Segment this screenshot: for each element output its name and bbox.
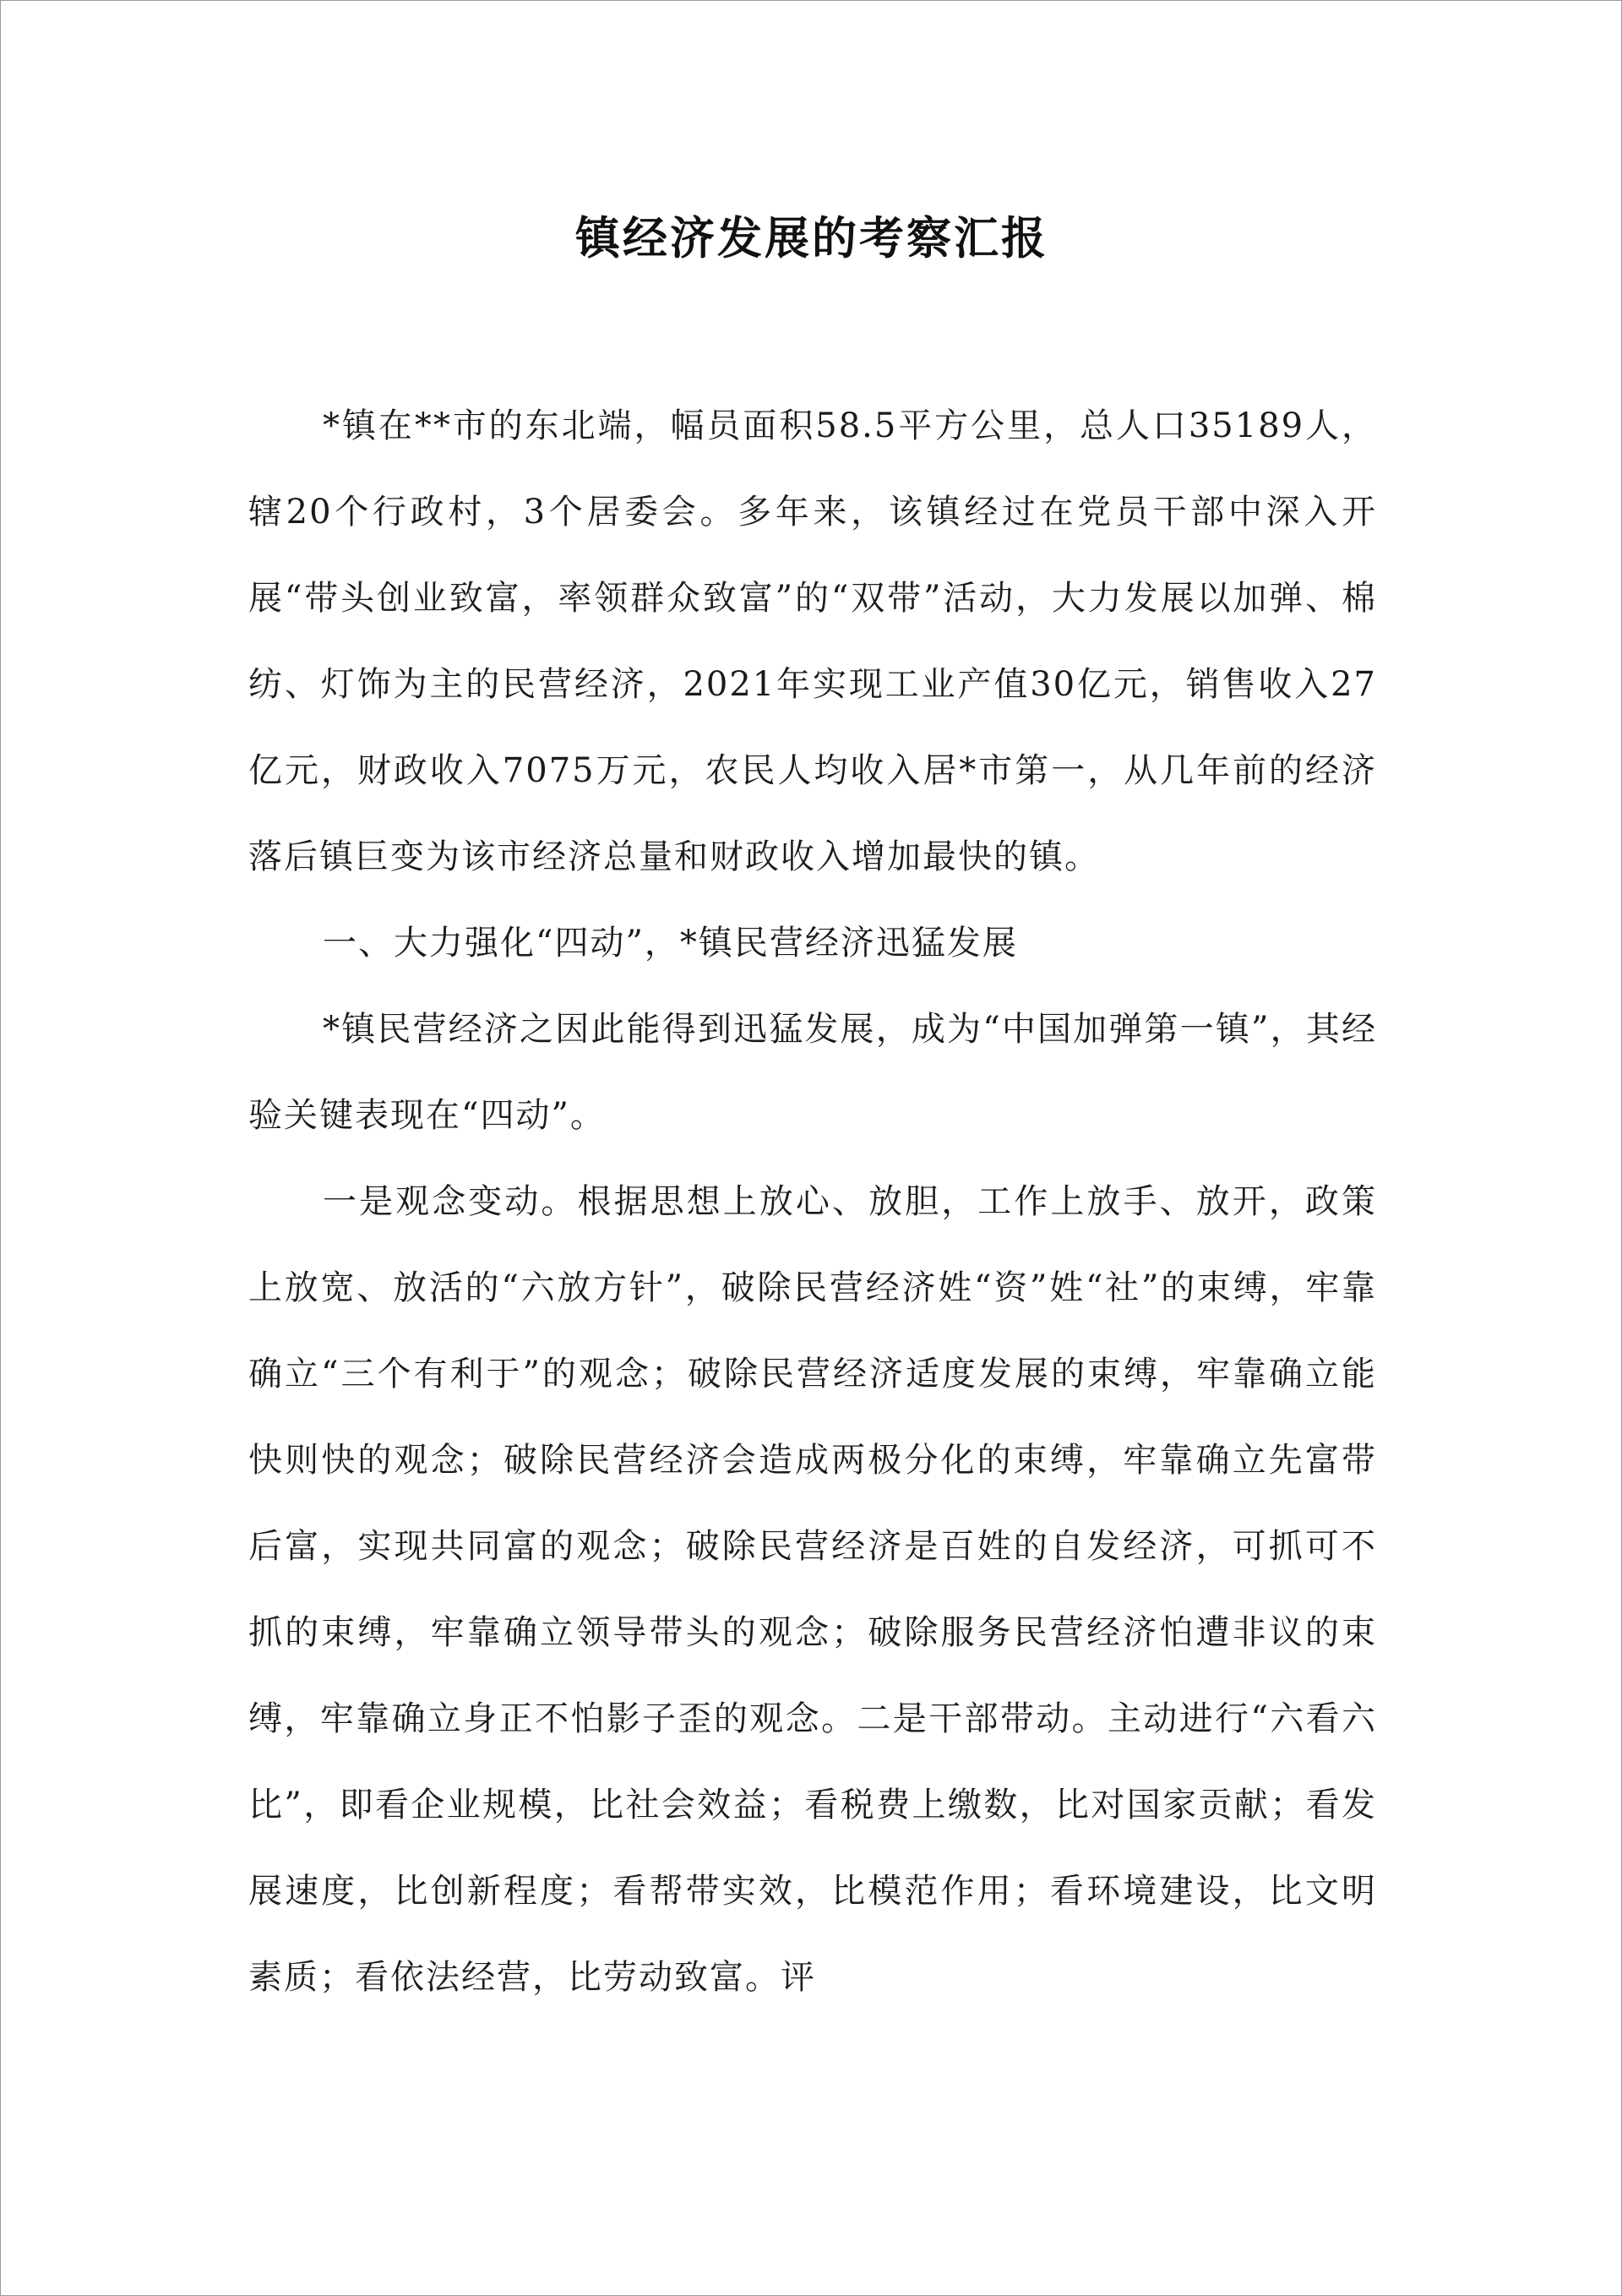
document-body [248,383,1377,2021]
paragraph-four-drivers-intro: *镇民营经济之因此能得到迅猛发展，成为“中国加弹第一镇”，其经验关键表现在“四动”。 [248,1010,1377,1135]
paragraph-concept-change: 一是观念变动。根据思想上放心、放胆，工作上放手、放开，政策上放宽、放活的“六放方针”，破除民营经济姓“资”姓“社”的束缚，牢靠确立“三个有利于”的观念；破除民营经济适度发展的束缚，牢靠确立能快则快的观念；破除民营经济会造成两极分化的束缚，牢靠确立先富带后富，实现共同富的观念；破除民营经济是百姓的自发经济，可抓可不抓的束缚，牢靠确立领导带头的观念；破除服务民营经济怕遭非议的束缚，牢靠确立身正不怕影子歪的观念。二是干部带动。主动进行“六看六比”，即看企业规模，比社会效益；看税费上缴数，比对国家贡献；看发展速度，比创新程度；看帮带实效，比模范作用；看环境建设，比文明素质；看依法经营，比劳动致富。评 [248,1182,1377,1997]
document-title: 镇经济发展的考察汇报 [575,212,1048,265]
section-heading-1: 一、大力强化“四动”，*镇民营经济迅猛发展 [323,924,1018,963]
paragraph-overview: *镇在**市的东北端，幅员面积58.5平方公里，总人口35189人，辖20个行政村，3个居委会。多年来，该镇经过在党员干部中深入开展“带头创业致富，率领群众致富”的“双带”活动，大力发展以加弹、棉纺、灯饰为主的民营经济，2021年实现工业产值30亿元，销售收入27亿元，财政收入7075万元，农民人均收入居*市第一，从几年前的经济落后镇巨变为该市经济总量和财政收入增加最快的镇。 [248,406,1377,876]
